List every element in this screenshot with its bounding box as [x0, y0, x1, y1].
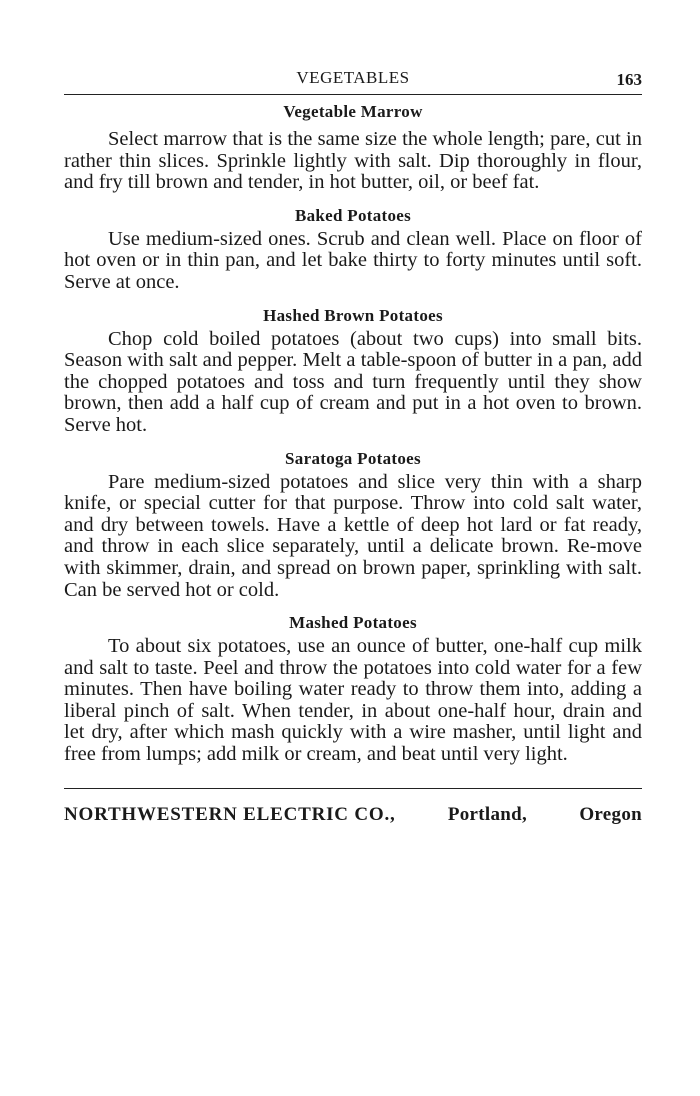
running-header: [64, 66, 642, 95]
recipe-title-hashed-brown-potatoes: Hashed Brown Potatoes: [263, 305, 443, 325]
recipe-title-mashed-potatoes: Mashed Potatoes: [289, 613, 417, 633]
recipe-text-hashed-brown-potatoes: Chop cold boiled potatoes (about two cups) into small bits. Season with salt and pepper. Melt a table-spoon of butter in a pan, add the chopped potatoes and toss and turn frequently until they show brown, then add a half cup of cream and put in a hot oven to brown. Serve hot.: [64, 327, 642, 436]
book-page: [64, 66, 642, 826]
page-number: 163: [616, 70, 642, 89]
footer-company: NORTHWESTERN ELECTRIC CO.,: [64, 803, 396, 825]
recipe-text-vegetable-marrow: Select marrow that is the same size the whole length; pare, cut in rather thin slices. Sprinkle lightly with salt. Dip thoroughly in flour, and fry till brown and tender, in hot butter, oil, or beef fat.: [64, 128, 642, 194]
footer-divider: [64, 788, 642, 789]
recipe-title-baked-potatoes: Baked Potatoes: [294, 205, 412, 225]
footer-city: Portland,: [447, 803, 528, 825]
recipe-title-vegetable-marrow: Vegetable Marrow: [283, 102, 423, 121]
page-footer: [64, 804, 642, 826]
recipe-title-saratoga-potatoes: Saratoga Potatoes: [285, 448, 421, 468]
recipe-text-mashed-potatoes: To about six potatoes, use an ounce of butter, one-half cup milk and salt to taste. Peel and throw the potatoes into cold water for a few minutes. Then have boiling water ready to throw them into, adding a liberal pinch of salt. When tender, in about one-half hour, drain and let dry, after which mash quickly with a wire masher, until light and free from lumps; add milk or cream, and beat until very light.: [64, 635, 642, 766]
section-title: VEGETABLES: [296, 68, 410, 87]
recipe-text-baked-potatoes: Use medium-sized ones. Scrub and clean well. Place on floor of hot oven or in thin pan, and let bake thirty to forty minutes until soft. Serve at once.: [64, 227, 642, 293]
recipe-text-saratoga-potatoes: Pare medium-sized potatoes and slice very thin with a sharp knife, or special cutter for that purpose. Throw into cold salt water, and dry between towels. Have a kettle of deep hot lard or fat ready, and throw in each slice separately, until a delicate brown. Re-move with skimmer, drain, and spread on brown paper, sprinkling with salt. Can be served hot or cold.: [64, 470, 642, 601]
footer-state: Oregon: [579, 803, 642, 825]
